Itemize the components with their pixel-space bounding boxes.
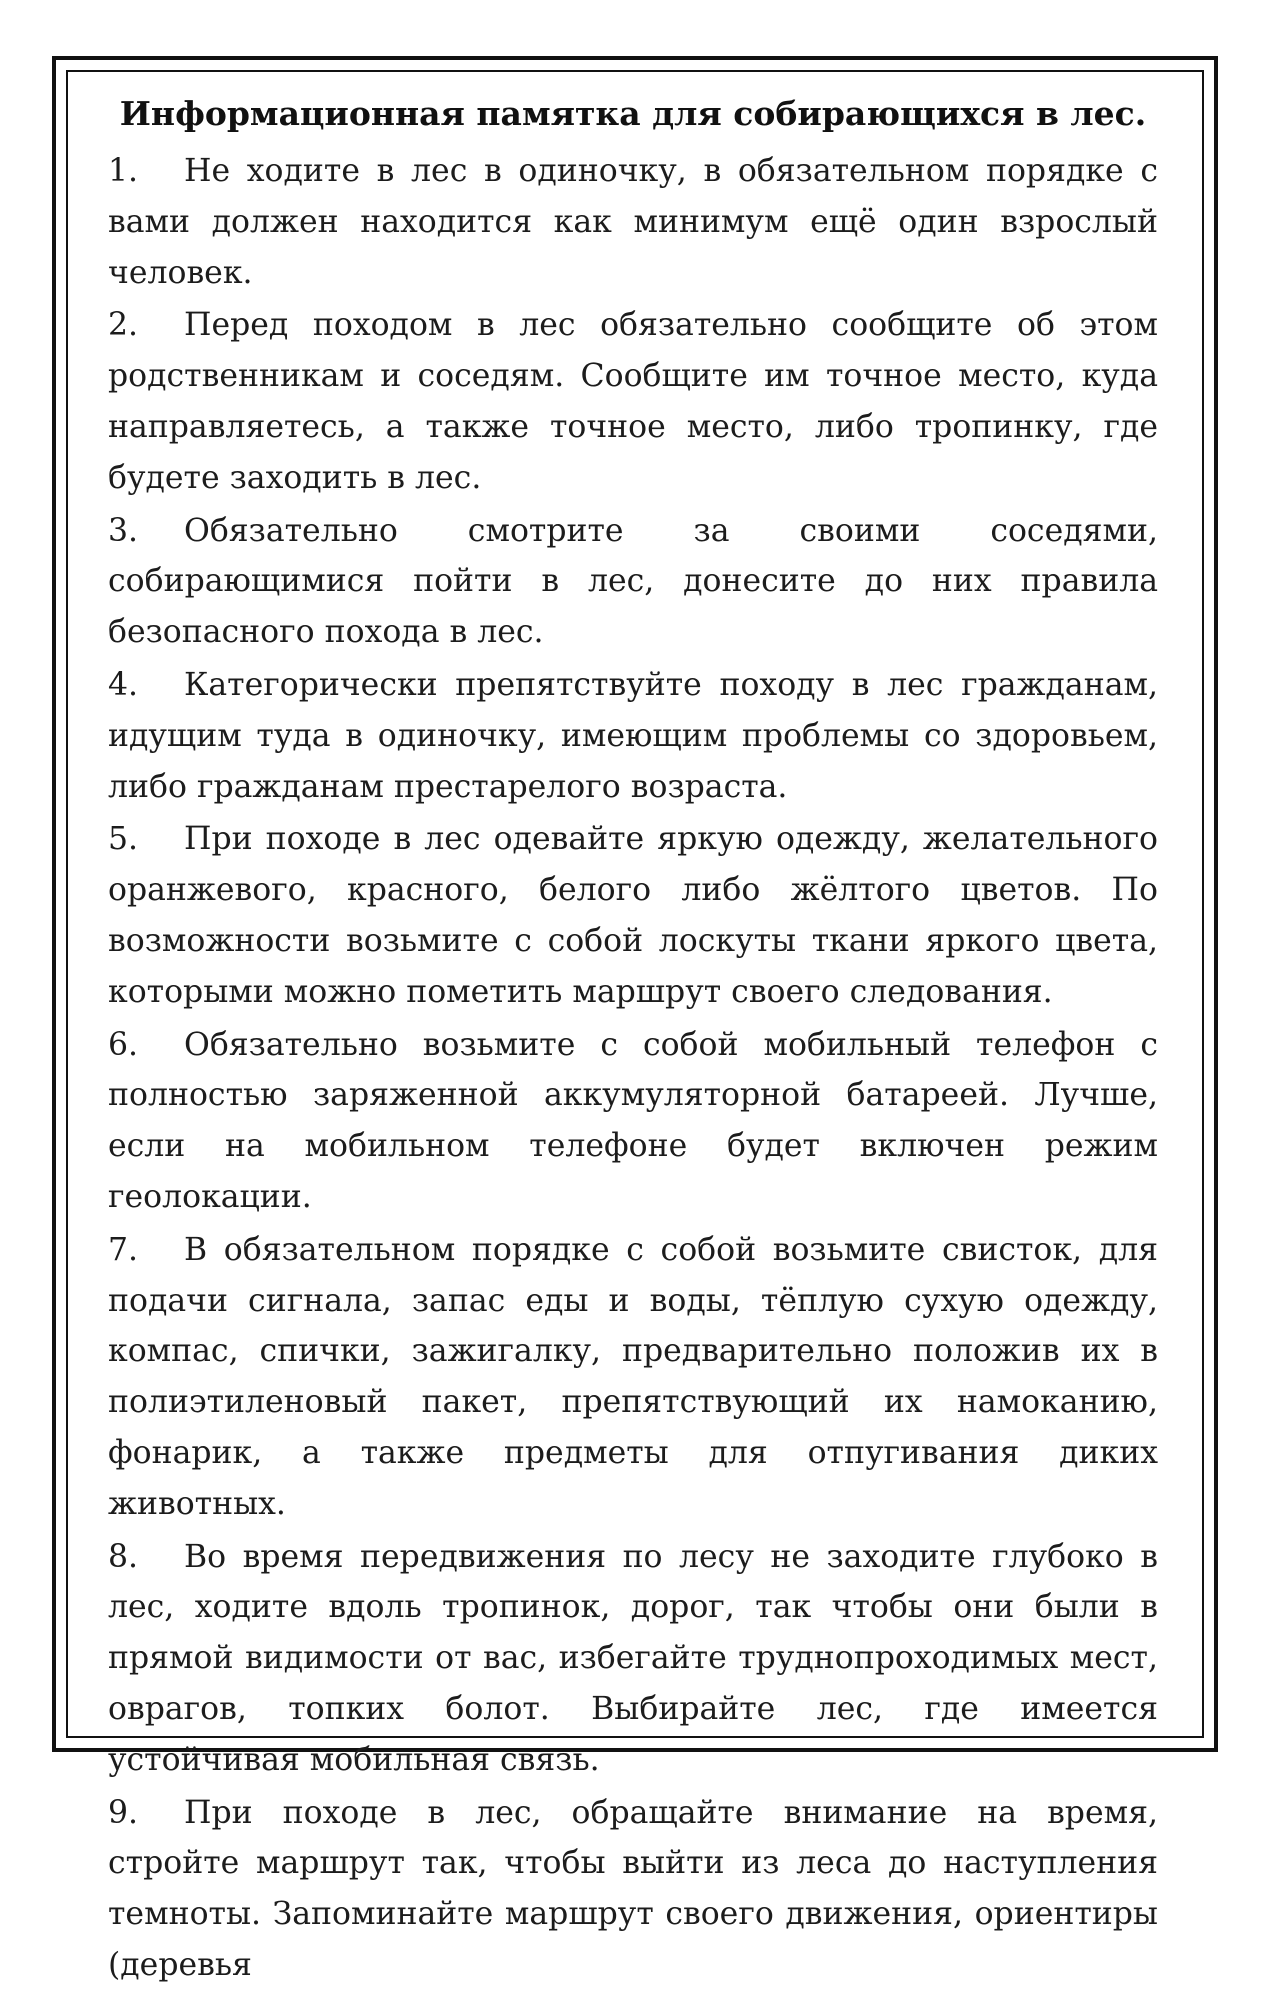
item-number: 5. [108,821,139,858]
item-number: 9. [108,1794,139,1831]
item-text: Обязательно смотрите за своими соседями, собирающимися пойти в лес, донесите до них правила безопасного похода в лес. [108,512,1158,651]
item-text: Перед походом в лес обязательно сообщите об этом родственникам и соседям. Сообщите им точное место, куда направляетесь, а также точное место, либо тропинку, где будете заходить в лес. [108,307,1158,496]
item-number: 6. [108,1026,139,1063]
item-number: 2. [108,307,139,344]
memo-item-4 [108,660,1158,812]
item-number: 3. [108,512,139,549]
item-number: 1. [108,153,139,189]
item-text: Обязательно возьмите с собой мобильный телефон с полностью заряженной аккумуляторной батареей. Лучше, если на мобильном телефоне будет включен режим геолокации. [108,1026,1158,1215]
item-number: 4. [108,666,139,703]
item-text: При походе в лес, обращайте внимание на время, стройте маршрут так, чтобы выйти из леса до наступления темноты. Запоминайте маршрут своего движения, ориентиры (деревья [108,1794,1158,1983]
page-border-outer [52,56,1218,1983]
item-text: В обязательном порядке с собой возьмите свисток, для подачи сигнала, запас еды и воды, тёплую сухую одежду, компас, спички, зажигалку, предварительно положив их в полиэтиленовый пакет, препятствующий их намоканию, фонарик, а также предметы для отпугивания диких животных. [108,1231,1158,1522]
item-text: Категорически препятствуйте походу в лес гражданам, идущим туда в одиночку, имеющим проблемы со здоровьем, либо гражданам престарелого возраста. [108,666,1158,805]
memo-items-list [108,146,1158,1991]
page-border-inner [66,70,1204,1983]
memo-item-3 [108,506,1158,658]
memo-content [108,90,1158,1993]
memo-item-2 [108,300,1158,503]
memo-title: Информационная памятка для собирающихся в лес. [119,94,1147,133]
item-text: При походе в лес одевайте яркую одежду, желательного оранжевого, красного, белого либо жёлтого цветов. По возможности возьмите с собой лоскуты ткани яркого цвета, которыми можно пометить маршрут своего следования. [108,821,1158,1010]
memo-item-9 [108,1788,1158,1991]
item-number: 8. [108,1538,139,1575]
memo-item-6 [108,1020,1158,1223]
item-number: 7. [108,1231,139,1268]
memo-item-5 [108,814,1158,1017]
item-text: Не ходите в лес в одиночку, в обязательном порядке с вами должен находится как минимум ещё один взрослый человек. [108,153,1158,291]
item-text: Во время передвижения по лесу не заходите глубоко в лес, ходите вдоль тропинок, дорог, так чтобы они были в прямой видимости от вас, избегайте труднопроходимых мест, оврагов, топких болот. Выбирайте лес, где имеется устойчивая мобильная связь. [108,1538,1158,1778]
memo-item-8 [108,1532,1158,1786]
memo-item-1 [108,146,1158,298]
memo-item-7 [108,1225,1158,1530]
